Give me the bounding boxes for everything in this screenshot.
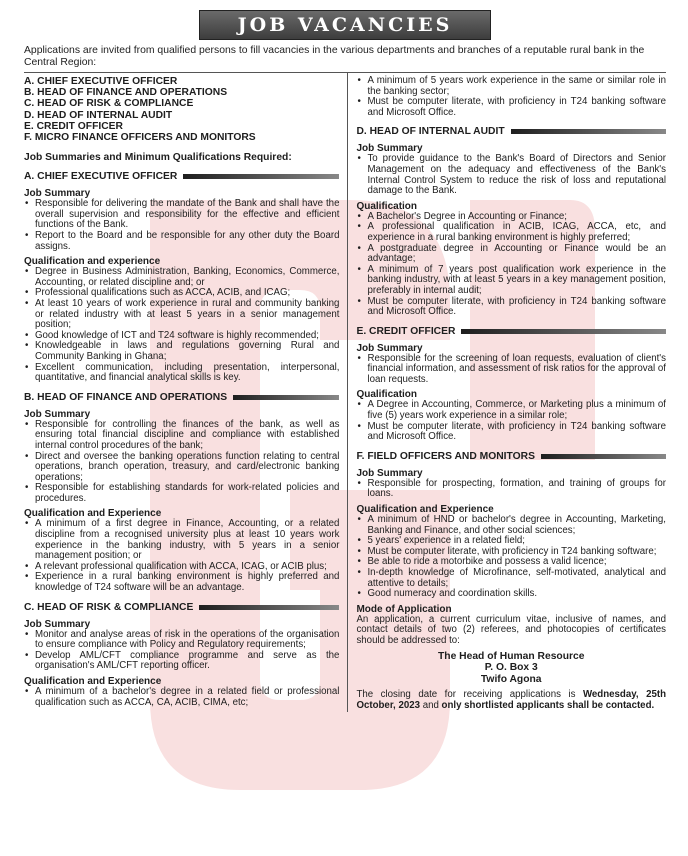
list-item: • Responsible for controlling the finances of the bank, as well as ensuring total financial discipline and compliance with established internal control procedures of the bank;	[35, 420, 339, 452]
bullet-list	[356, 76, 666, 118]
list-item: • A Degree in Accounting, Commerce, or Marketing plus a minimum of five (5) years work experience in a similar role;	[367, 400, 666, 421]
shortlist-note: only shortlisted applicants shall be contacted.	[441, 699, 655, 711]
subheading: Job Summary	[24, 188, 91, 200]
list-item: • To provide guidance to the Bank's Board of Directors and Senior Management on the adequacy and effectiveness of the Bank's Internal Control System to reduce the risk of loss and reputational damage to the Bank.	[367, 154, 666, 196]
section-title: F. FIELD OFFICERS AND MONITORS	[356, 450, 535, 462]
section-heading-field	[356, 451, 666, 462]
bullet-list	[356, 212, 666, 318]
list-item: • Experience in a rural banking environment is highly preferred and knowledge of T24 software will be an advantage.	[35, 572, 339, 593]
closing-note	[356, 690, 666, 711]
section-title: C. HEAD OF RISK & COMPLIANCE	[24, 601, 194, 613]
subheading: Mode of Application	[356, 603, 452, 615]
position-item: A. CHIEF EXECUTIVE OFFICER	[24, 76, 178, 87]
list-item: • Professional qualifications such as ACCA, ACIB, and ICAG;	[35, 288, 339, 299]
bullet-list	[24, 267, 339, 384]
list-item: • A relevant professional qualification with ACCA, ICAG, or ACIB plus;	[35, 562, 339, 573]
list-item: • Good knowledge of ICT and T24 software is highly recommended;	[35, 331, 339, 342]
bullet-list	[24, 199, 339, 252]
list-item: • Must be computer literate, with proficiency in T24 banking software and Microsoft Office.	[367, 297, 666, 318]
position-item: C. HEAD OF RISK & COMPLIANCE	[24, 98, 194, 110]
section-heading-audit	[356, 126, 666, 137]
heading-rule	[511, 129, 666, 134]
list-item: • Good numeracy and coordination skills.	[367, 589, 666, 600]
bullet-list	[24, 687, 339, 708]
list-item: • Responsible for the screening of loan requests, evaluation of client's financial information, and assessment of risk ratios for the approval of loan requests.	[367, 354, 666, 386]
application-text: An application, a current curriculum vitae, inclusive of names, and contact details of two (2) referees, and photocopies of certificates should be addressed to:	[356, 613, 666, 646]
list-item: • Degree in Business Administration, Banking, Economics, Commerce, Accounting, or related discipline and; or	[35, 267, 339, 288]
subheading: Qualification and Experience	[24, 508, 162, 520]
subheading: Job Summary	[24, 408, 91, 420]
list-item: • Must be computer literate, with proficiency in T24 banking software;	[367, 547, 666, 558]
bullet-list	[356, 354, 666, 386]
bullet-list	[24, 630, 339, 672]
subheading: Job Summary	[24, 618, 91, 630]
subheading: Qualification and Experience	[24, 676, 162, 687]
section-heading-risk	[24, 602, 339, 613]
bullet-list	[356, 479, 666, 500]
list-item: • A Bachelor's Degree in Accounting or Finance;	[367, 212, 666, 223]
intro-text: Applications are invited from qualified persons to fill vacancies in the various departments and branches of a reputable rural bank in the Central Region:	[24, 45, 645, 68]
list-item: • In-depth knowledge of Microfinance, self-motivated, analytical and attentive to details;	[367, 568, 666, 589]
bullet-list	[356, 400, 666, 442]
list-item: • Develop AML/CFT compliance programme and serve as the organisation's AML/CFT reporting officer.	[35, 651, 339, 672]
section-title: D. HEAD OF INTERNAL AUDIT	[356, 126, 505, 138]
subheading: Qualification and experience	[24, 256, 161, 268]
left-column	[24, 73, 348, 712]
list-item: • Monitor and analyse areas of risk in the operations of the organisation to ensure compliance with Policy and Regulatory requirements;	[35, 630, 339, 651]
heading-rule	[199, 605, 339, 610]
list-item: • Report to the Board and be responsible for any other duty the Board assigns.	[35, 231, 339, 252]
bullet-list	[24, 519, 339, 593]
section-title: B. HEAD OF FINANCE AND OPERATIONS	[24, 391, 228, 403]
section-heading-finance	[24, 392, 339, 403]
list-item: • Must be computer literate, with proficiency in T24 banking software and Microsoft Office.	[367, 97, 666, 118]
position-item: D. HEAD OF INTERNAL AUDIT	[24, 109, 173, 121]
position-item: B. HEAD OF FINANCE AND OPERATIONS	[24, 87, 228, 99]
closing-text: and	[420, 699, 442, 711]
section-heading-ceo	[24, 171, 339, 182]
subheading: Qualification	[356, 389, 418, 401]
closing-date: Wednesday, 25th October, 2023	[356, 689, 666, 711]
bullet-list	[356, 154, 666, 196]
list-item: • Be able to ride a motorbike and possess a valid licence;	[367, 557, 666, 568]
address-line: The Head of Human Resource	[437, 650, 585, 662]
position-item: E. CREDIT OFFICER	[24, 120, 123, 132]
bullet-list	[24, 420, 339, 505]
list-item: • Must be computer literate, with proficiency in T24 banking software and Microsoft Office.	[367, 422, 666, 443]
list-item: • A minimum of HND or bachelor's degree in Accounting, Marketing, Banking and Finance, and other social sciences;	[367, 515, 666, 536]
list-item: • Direct and oversee the banking operations function relating to central operations, branch operation, treasury, and card/electronic banking operations;	[35, 452, 339, 484]
list-item: • 5 years' experience in a related field;	[367, 536, 666, 547]
list-item: • Excellent communication, including presentation, interpersonal, quantitative, and financial analytical skills is key.	[35, 363, 339, 384]
page-title: JOB VACANCIES	[237, 14, 453, 36]
list-item: • A minimum of a bachelor's degree in a related field or professional qualification such as ACCA, CA, ACIB, CIMA, etc;	[35, 687, 339, 708]
subheading: Job Summary	[356, 342, 423, 354]
list-item: • A minimum of a first degree in Finance, Accounting, or a related discipline from a recognised university plus at least 10 years work experience in the banking industry, with 5 years in a senior management position; or	[35, 519, 339, 561]
section-title: A. CHIEF EXECUTIVE OFFICER	[24, 171, 178, 183]
heading-rule	[183, 174, 339, 179]
section-title: E. CREDIT OFFICER	[356, 325, 456, 337]
list-item: • Responsible for prospecting, formation, and training of groups for loans.	[367, 479, 666, 500]
position-item: F. MICRO FINANCE OFFICERS AND MONITORS	[24, 132, 256, 144]
list-item: • Knowledgeable in laws and regulations governing Rural and Community Banking in Ghana;	[35, 341, 339, 362]
heading-rule	[541, 454, 666, 459]
subheading: Job Summary	[356, 467, 423, 479]
position-list	[24, 76, 339, 143]
list-item: • A professional qualification in ACIB, ICAG, ACCA, etc, and experience in a rural banking environment is highly preferred;	[367, 222, 666, 243]
list-item: • A postgraduate degree in Accounting or Finance would be an advantage;	[367, 244, 666, 265]
summaries-title: Job Summaries and Minimum Qualifications Required:	[24, 152, 292, 164]
two-column-body	[24, 72, 666, 712]
right-column	[348, 73, 666, 712]
list-item: • A minimum of 7 years post qualification work experience in the banking industry, with at least 5 years in a key management position, preferably in internal audit;	[367, 265, 666, 297]
address-line: Twifo Agona	[480, 673, 542, 685]
list-item: • A minimum of 5 years work experience in the same or similar role in the banking sector;	[367, 76, 666, 97]
address-block	[356, 651, 666, 686]
list-item: • Responsible for delivering the mandate of the Bank and shall have the overall supervision and responsibility for the effective and efficient functions of the Bank.	[35, 199, 339, 231]
header-banner	[199, 10, 491, 40]
list-item: • At least 10 years of work experience in rural and community banking or related industry with at least 5 years in a senior management position;	[35, 299, 339, 331]
heading-rule	[233, 395, 339, 400]
subheading: Qualification	[356, 200, 418, 212]
address-line: P. O. Box 3	[484, 662, 538, 674]
bullet-list	[356, 515, 666, 600]
subheading: Job Summary	[356, 143, 423, 155]
heading-rule	[461, 329, 666, 334]
list-item: • Responsible for establishing standards for work-related policies and procedures.	[35, 483, 339, 504]
closing-text: The closing date for receiving applications is	[356, 689, 583, 701]
subheading: Qualification and Experience	[356, 504, 494, 516]
section-heading-credit	[356, 326, 666, 337]
